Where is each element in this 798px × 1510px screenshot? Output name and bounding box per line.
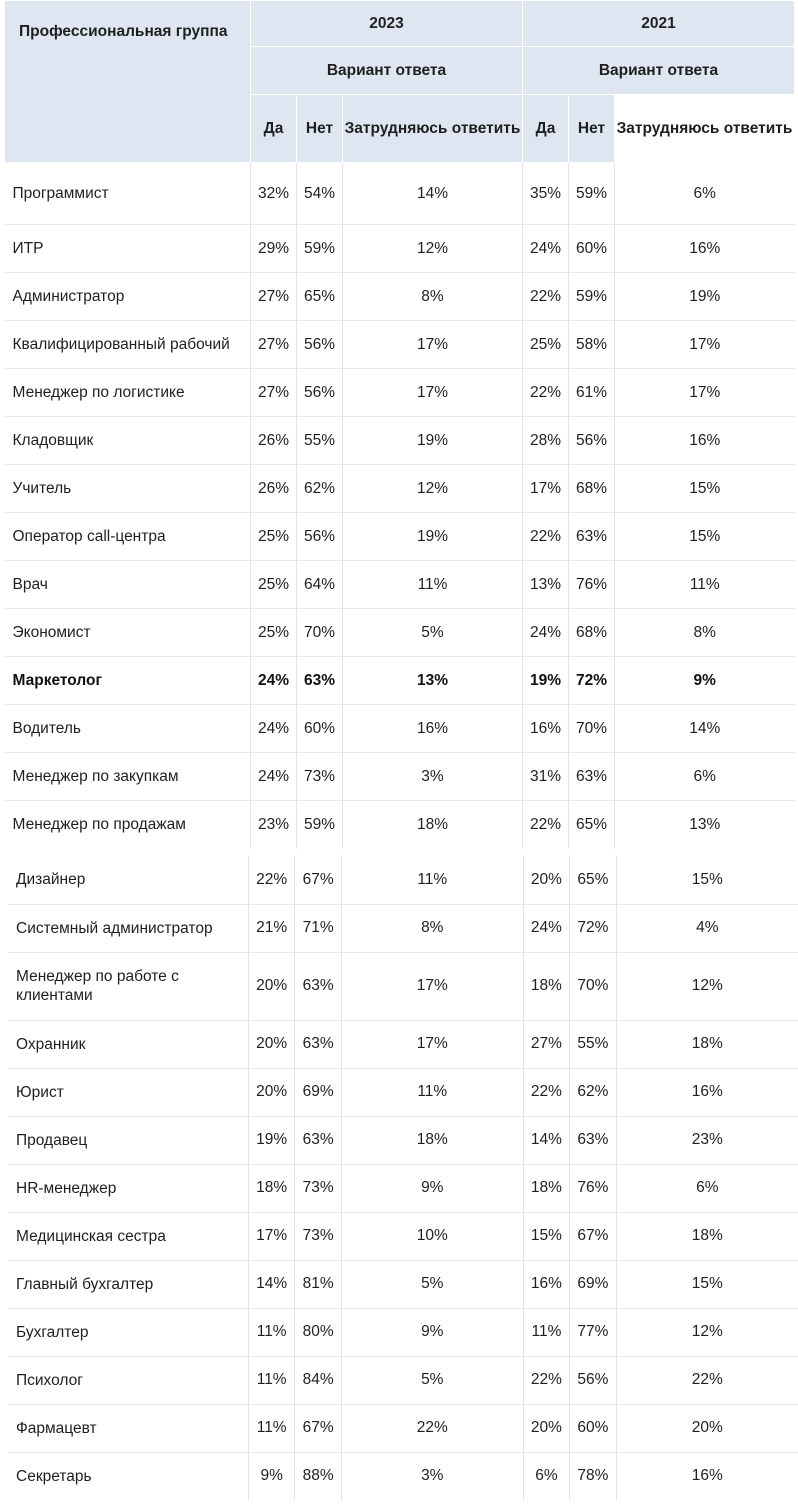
yes-2021-value: 31%	[523, 753, 569, 801]
unsure-2021-value: 17%	[615, 369, 795, 417]
profession-name: Секретарь	[8, 1452, 248, 1500]
yes-2023-value: 26%	[251, 417, 297, 465]
yes-2021-value: 20%	[523, 1404, 569, 1452]
profession-name: Психолог	[8, 1356, 248, 1404]
survey-table-part-2	[8, 856, 798, 1500]
no-2023-value: 56%	[297, 369, 343, 417]
no-2021-value: 65%	[570, 856, 616, 904]
unsure-2021-value: 9%	[615, 657, 795, 705]
unsure-2021-value: 17%	[615, 321, 795, 369]
yes-2023-value: 19%	[248, 1116, 294, 1164]
yes-2023-value: 27%	[251, 273, 297, 321]
no-2021-value: 55%	[570, 1020, 616, 1068]
no-2021-value: 60%	[570, 1404, 616, 1452]
no-2021-value: 63%	[570, 1116, 616, 1164]
no-2021-value: 56%	[570, 1356, 616, 1404]
yes-2021-value: 24%	[523, 609, 569, 657]
table-row	[8, 1404, 798, 1452]
no-2023-value: 56%	[297, 513, 343, 561]
unsure-2023-value: 16%	[343, 705, 523, 753]
unsure-2021-value: 16%	[616, 1068, 798, 1116]
yes-2021-value: 16%	[523, 705, 569, 753]
no-2021-value: 76%	[569, 561, 615, 609]
yes-2023-value: 11%	[248, 1308, 294, 1356]
yes-2021-value: 6%	[523, 1452, 569, 1500]
unsure-2021-value: 13%	[689, 815, 721, 833]
unsure-2023-value: 12%	[343, 465, 523, 513]
unsure-2021-value: 15%	[615, 465, 795, 513]
yes-2023-value: 17%	[248, 1212, 294, 1260]
table-row	[8, 1164, 798, 1212]
profession-name: Дизайнер	[8, 856, 248, 904]
unsure-2023-value: 18%	[341, 1116, 523, 1164]
yes-2023-value: 14%	[248, 1260, 294, 1308]
yes-2023-value: 20%	[248, 1068, 294, 1116]
yes-2023-value: 29%	[251, 225, 297, 273]
yes-2021-value: 13%	[523, 561, 569, 609]
table-row	[8, 952, 798, 1020]
unsure-2023-value: 5%	[341, 1260, 523, 1308]
no-2023-value: 59%	[297, 225, 343, 273]
no-2023-value: 70%	[297, 609, 343, 657]
table-row	[5, 225, 795, 273]
yes-2023-value: 27%	[251, 369, 297, 417]
no-2021-value: 63%	[569, 753, 615, 801]
yes-2021-value: 25%	[523, 321, 569, 369]
no-2021-value: 76%	[570, 1164, 616, 1212]
answer-variant-2023-header: Вариант ответа	[251, 47, 523, 95]
no-2023-value: 64%	[297, 561, 343, 609]
unsure-2023-value: 3%	[343, 753, 523, 801]
profession-name: Менеджер по логистике	[5, 369, 251, 417]
unsure-2023-value: 9%	[341, 1164, 523, 1212]
unsure-2021-value: 19%	[615, 273, 795, 321]
yes-2023-value: 26%	[251, 465, 297, 513]
yes-2021-value: 24%	[523, 225, 569, 273]
yes-2021-value: 24%	[523, 904, 569, 952]
yes-2021-value: 16%	[523, 1260, 569, 1308]
no-2021-value: 72%	[569, 657, 615, 705]
unsure-2021-value: 22%	[616, 1356, 798, 1404]
table-row	[5, 163, 795, 225]
no-2023-value: 59%	[297, 801, 343, 849]
profession-name: Врач	[5, 561, 251, 609]
no-2021-value: 68%	[569, 609, 615, 657]
yes-2023-value: 22%	[248, 856, 294, 904]
table-row	[5, 513, 795, 561]
unsure-2023-value: 5%	[341, 1356, 523, 1404]
yes-2023-value: 24%	[251, 753, 297, 801]
yes-2023-value: 18%	[248, 1164, 294, 1212]
unsure-2021-value: 20%	[616, 1404, 798, 1452]
yes-2021-value: 22%	[523, 1356, 569, 1404]
no-2021-value: 70%	[569, 705, 615, 753]
no-2023-value: 69%	[295, 1068, 341, 1116]
yes-2021-value: 22%	[523, 1068, 569, 1116]
no-2023-value: 67%	[295, 1404, 341, 1452]
yes-2023-value: 21%	[248, 904, 294, 952]
no-2023-value: 73%	[295, 1164, 341, 1212]
unsure-2021-value: 12%	[616, 952, 798, 1020]
table-row	[8, 1068, 798, 1116]
yes-2023-value: 11%	[248, 1356, 294, 1404]
table-row	[5, 417, 795, 465]
yes-2021-value: 19%	[523, 657, 569, 705]
unsure-2023-value: 17%	[341, 952, 523, 1020]
profession-name: Системный администратор	[8, 904, 248, 952]
no-2021-value: 60%	[569, 225, 615, 273]
unsure-2021-value: 16%	[691, 1467, 723, 1485]
no-2023-value: 73%	[295, 1212, 341, 1260]
yes-2021-value: 28%	[523, 417, 569, 465]
no-2023-value: 80%	[295, 1308, 341, 1356]
unsure-2021-header: Затрудняюсь ответить	[615, 95, 795, 163]
profession-name: Оператор call-центра	[5, 513, 251, 561]
table-row	[5, 561, 795, 609]
unsure-2023-value: 12%	[343, 225, 523, 273]
unsure-2023-value: 17%	[341, 1020, 523, 1068]
no-2023-value: 62%	[297, 465, 343, 513]
yes-2021-value: 15%	[523, 1212, 569, 1260]
profession-name: Менеджер по работе с клиентами	[8, 952, 248, 1020]
no-2021-value: 59%	[569, 273, 615, 321]
unsure-2023-value: 8%	[343, 273, 523, 321]
unsure-2023-value: 18%	[343, 801, 523, 849]
profession-name: Программист	[5, 163, 251, 225]
no-2023-value: 84%	[295, 1356, 341, 1404]
no-2023-header: Нет	[297, 95, 343, 163]
table-row	[5, 753, 795, 801]
unsure-2021-value: 6%	[615, 163, 795, 225]
unsure-2023-value: 19%	[343, 513, 523, 561]
survey-table-part-1	[4, 0, 795, 849]
unsure-2021-value: 11%	[615, 561, 795, 609]
table-row	[8, 1308, 798, 1356]
no-2023-value: 63%	[295, 952, 341, 1020]
unsure-2023-value: 17%	[343, 321, 523, 369]
profession-name: Экономист	[5, 609, 251, 657]
yes-2023-value: 25%	[251, 609, 297, 657]
profession-name: Кладовщик	[5, 417, 251, 465]
yes-2021-value: 22%	[523, 369, 569, 417]
yes-2021-header: Да	[523, 95, 569, 163]
unsure-2023-value: 19%	[343, 417, 523, 465]
table-row	[5, 801, 795, 849]
no-2021-value: 65%	[569, 801, 615, 849]
answer-variant-2021-header: Вариант ответа	[523, 47, 795, 95]
yes-2021-value: 22%	[523, 801, 569, 849]
yes-2021-value: 18%	[523, 1164, 569, 1212]
yes-2021-value: 22%	[523, 513, 569, 561]
unsure-2023-value: 22%	[341, 1404, 523, 1452]
profession-name: Менеджер по закупкам	[5, 753, 251, 801]
unsure-2023-value: 8%	[341, 904, 523, 952]
no-2023-value: 63%	[297, 657, 343, 705]
yes-2021-value: 35%	[523, 163, 569, 225]
yes-2023-value: 20%	[248, 952, 294, 1020]
table-row	[5, 657, 795, 705]
table-row	[5, 321, 795, 369]
profession-name: ИТР	[5, 225, 251, 273]
profession-name: Юрист	[8, 1068, 248, 1116]
profession-name: Маркетолог	[5, 657, 251, 705]
yes-2023-value: 25%	[251, 561, 297, 609]
unsure-2023-value: 9%	[341, 1308, 523, 1356]
table-row	[8, 1020, 798, 1068]
profession-name: Продавец	[8, 1116, 248, 1164]
yes-2023-value: 32%	[251, 163, 297, 225]
unsure-2021-value: 6%	[615, 753, 795, 801]
yes-2023-value: 27%	[251, 321, 297, 369]
yes-2021-value: 17%	[523, 465, 569, 513]
unsure-2023-header: Затрудняюсь ответить	[343, 95, 523, 163]
yes-2023-value: 20%	[248, 1020, 294, 1068]
yes-2021-value: 27%	[523, 1020, 569, 1068]
no-2021-value: 58%	[569, 321, 615, 369]
table-row	[8, 1212, 798, 1260]
profession-name: Бухгалтер	[8, 1308, 248, 1356]
no-2021-value: 67%	[570, 1212, 616, 1260]
unsure-2021-value: 14%	[615, 705, 795, 753]
unsure-2021-value: 15%	[615, 513, 795, 561]
no-2023-value: 73%	[297, 753, 343, 801]
no-2023-value: 60%	[297, 705, 343, 753]
unsure-2021-value: 8%	[615, 609, 795, 657]
profession-name: Учитель	[5, 465, 251, 513]
no-2021-value: 69%	[570, 1260, 616, 1308]
unsure-2021-value: 16%	[615, 225, 795, 273]
no-2023-value: 56%	[297, 321, 343, 369]
profession-name: Водитель	[5, 705, 251, 753]
unsure-2021-value: 4%	[616, 904, 798, 952]
profession-name: Квалифицированный рабочий	[5, 321, 251, 369]
yes-2023-header: Да	[251, 95, 297, 163]
no-2023-value: 54%	[297, 163, 343, 225]
unsure-2021-value: 15%	[616, 1260, 798, 1308]
no-2021-value: 78%	[570, 1452, 616, 1500]
table-row	[5, 705, 795, 753]
unsure-2023-value: 3%	[341, 1452, 523, 1500]
profession-name: Менеджер по продажам	[5, 801, 251, 849]
unsure-2021-value: 18%	[616, 1020, 798, 1068]
unsure-2023-value: 5%	[343, 609, 523, 657]
no-2023-value: 63%	[295, 1020, 341, 1068]
no-2021-header: Нет	[569, 95, 615, 163]
profession-name: Администратор	[5, 273, 251, 321]
yes-2023-value: 25%	[251, 513, 297, 561]
table-row	[8, 1116, 798, 1164]
yes-2023-value: 23%	[251, 801, 297, 849]
unsure-2023-value: 17%	[343, 369, 523, 417]
no-2021-value: 56%	[569, 417, 615, 465]
year-2021-header: 2021	[523, 1, 795, 47]
table-row	[5, 369, 795, 417]
unsure-2021-value: 15%	[616, 856, 798, 904]
unsure-2021-value: 18%	[616, 1212, 798, 1260]
no-2021-value: 62%	[570, 1068, 616, 1116]
unsure-2023-value: 10%	[341, 1212, 523, 1260]
profession-name: Фармацевт	[8, 1404, 248, 1452]
table-row	[5, 273, 795, 321]
profession-name: HR-менеджер	[8, 1164, 248, 1212]
table-row	[8, 904, 798, 952]
no-2021-value: 77%	[570, 1308, 616, 1356]
no-2021-value: 59%	[569, 163, 615, 225]
unsure-2023-value: 11%	[341, 856, 523, 904]
yes-2021-value: 11%	[523, 1308, 569, 1356]
no-2023-value: 67%	[295, 856, 341, 904]
no-2023-value: 63%	[295, 1116, 341, 1164]
no-2023-value: 81%	[295, 1260, 341, 1308]
yes-2021-value: 20%	[523, 856, 569, 904]
no-2021-value: 61%	[569, 369, 615, 417]
yes-2021-value: 18%	[523, 952, 569, 1020]
table-row	[8, 1260, 798, 1308]
profession-name: Охранник	[8, 1020, 248, 1068]
table-row	[8, 856, 798, 904]
profession-name: Медицинская сестра	[8, 1212, 248, 1260]
no-2021-value: 63%	[569, 513, 615, 561]
table-row	[8, 1356, 798, 1404]
no-2023-value: 71%	[295, 904, 341, 952]
professional-group-header: Профессиональная группа	[5, 1, 251, 163]
unsure-2021-value: 16%	[615, 417, 795, 465]
yes-2021-value: 14%	[523, 1116, 569, 1164]
no-2021-value: 68%	[569, 465, 615, 513]
no-2021-value: 72%	[570, 904, 616, 952]
unsure-2023-value: 11%	[343, 561, 523, 609]
yes-2021-value: 22%	[523, 273, 569, 321]
unsure-2023-value: 14%	[343, 163, 523, 225]
unsure-2021-value: 6%	[616, 1164, 798, 1212]
yes-2023-value: 24%	[251, 705, 297, 753]
yes-2023-value: 11%	[248, 1404, 294, 1452]
no-2023-value: 65%	[297, 273, 343, 321]
no-2023-value: 55%	[297, 417, 343, 465]
yes-2023-value: 9%	[248, 1452, 294, 1500]
table-row	[5, 609, 795, 657]
table-row	[5, 465, 795, 513]
yes-2023-value: 24%	[251, 657, 297, 705]
no-2021-value: 70%	[570, 952, 616, 1020]
unsure-2021-value: 12%	[616, 1308, 798, 1356]
no-2023-value: 88%	[295, 1452, 341, 1500]
unsure-2023-value: 11%	[341, 1068, 523, 1116]
unsure-2023-value: 13%	[343, 657, 523, 705]
year-2023-header: 2023	[251, 1, 523, 47]
unsure-2021-value: 23%	[616, 1116, 798, 1164]
profession-name: Главный бухгалтер	[8, 1260, 248, 1308]
table-row	[8, 1452, 798, 1500]
